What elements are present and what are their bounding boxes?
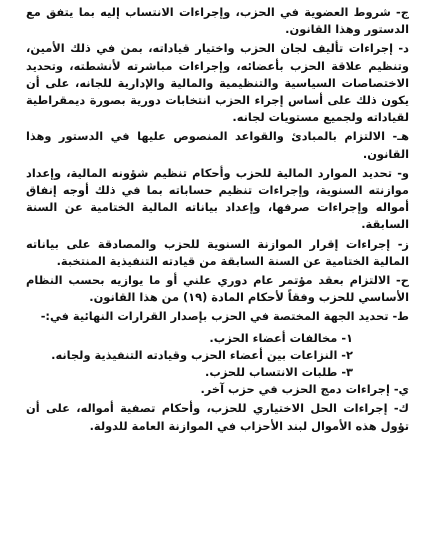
clause-hha: ح- الالتزام بعقد مؤتمر عام دوري علني أو ما يوازيه بحسب النظام الأساسي للحزب وفقاً لأحكام المادة (١٩) من هذا القانون. [26, 273, 409, 305]
sub-clause-3: ٣- طلبات الانتساب للحزب. [205, 365, 353, 380]
clause-waw: و- تحديد الموارد المالية للحزب وأحكام تنظيم شؤونه المالية، وإعداد موازنته السنوية، وإجراءات تنظيم حساباته بما في ذلك أوجه إنفاق أمواله وإجراءات صرفها، وإعداد بياناته المالية الختامية عن السنة السابقة. [26, 165, 409, 232]
sub-clause-1: ١- مخالفات أعضاء الحزب. [209, 330, 353, 345]
clause-tta: ط- تحديد الجهة المختصة في الحزب بإصدار القرارات النهائية في:- [40, 309, 409, 324]
clause-ha: هـ- الالتزام بالمبادئ والقواعد المنصوص عليها في الدستور وهذا القانون. [26, 129, 409, 161]
clause-kaf: ك- إجراءات الحل الاختياري للحزب، وأحكام تصفية أمواله، على أن تؤول هذه الأموال لبند الأحزاب في الموازنة العامة للدولة. [26, 401, 409, 433]
clause-jeem: ج- شروط العضوية في الحزب، وإجراءات الانتساب إليه بما يتفق مع الدستور وهذا القانون. [26, 5, 409, 37]
sub-clause-2: ٢- النزاعات بين أعضاء الحزب وقيادته التنفيذية ولجانه. [51, 347, 353, 362]
clause-dal: د- إجراءات تأليف لجان الحزب واختيار قياداته، بمن في ذلك الأمين، وتنظيم علاقة الحزب بأعضائه، وإجراءات مباشرته لأنشطته، وتحديد الاختصاصات السياسية والتنظيمية والمالية والإدارية للجانه، على أن يكون ذلك على أساس إجراء الحزب انتخابات دورية بصورة ديمقراطية لقياداته ولجميع مستويات لجانه. [26, 41, 409, 125]
clause-zay: ز- إجراءات إقرار الموازنة السنوية للحزب والمصادقة على بياناته المالية الختامية عن السنة السابقة من قيادته التنفيذية المنتخبة. [26, 236, 409, 268]
clause-ya: ي- إجراءات دمج الحزب في حزب آخر. [200, 382, 409, 397]
